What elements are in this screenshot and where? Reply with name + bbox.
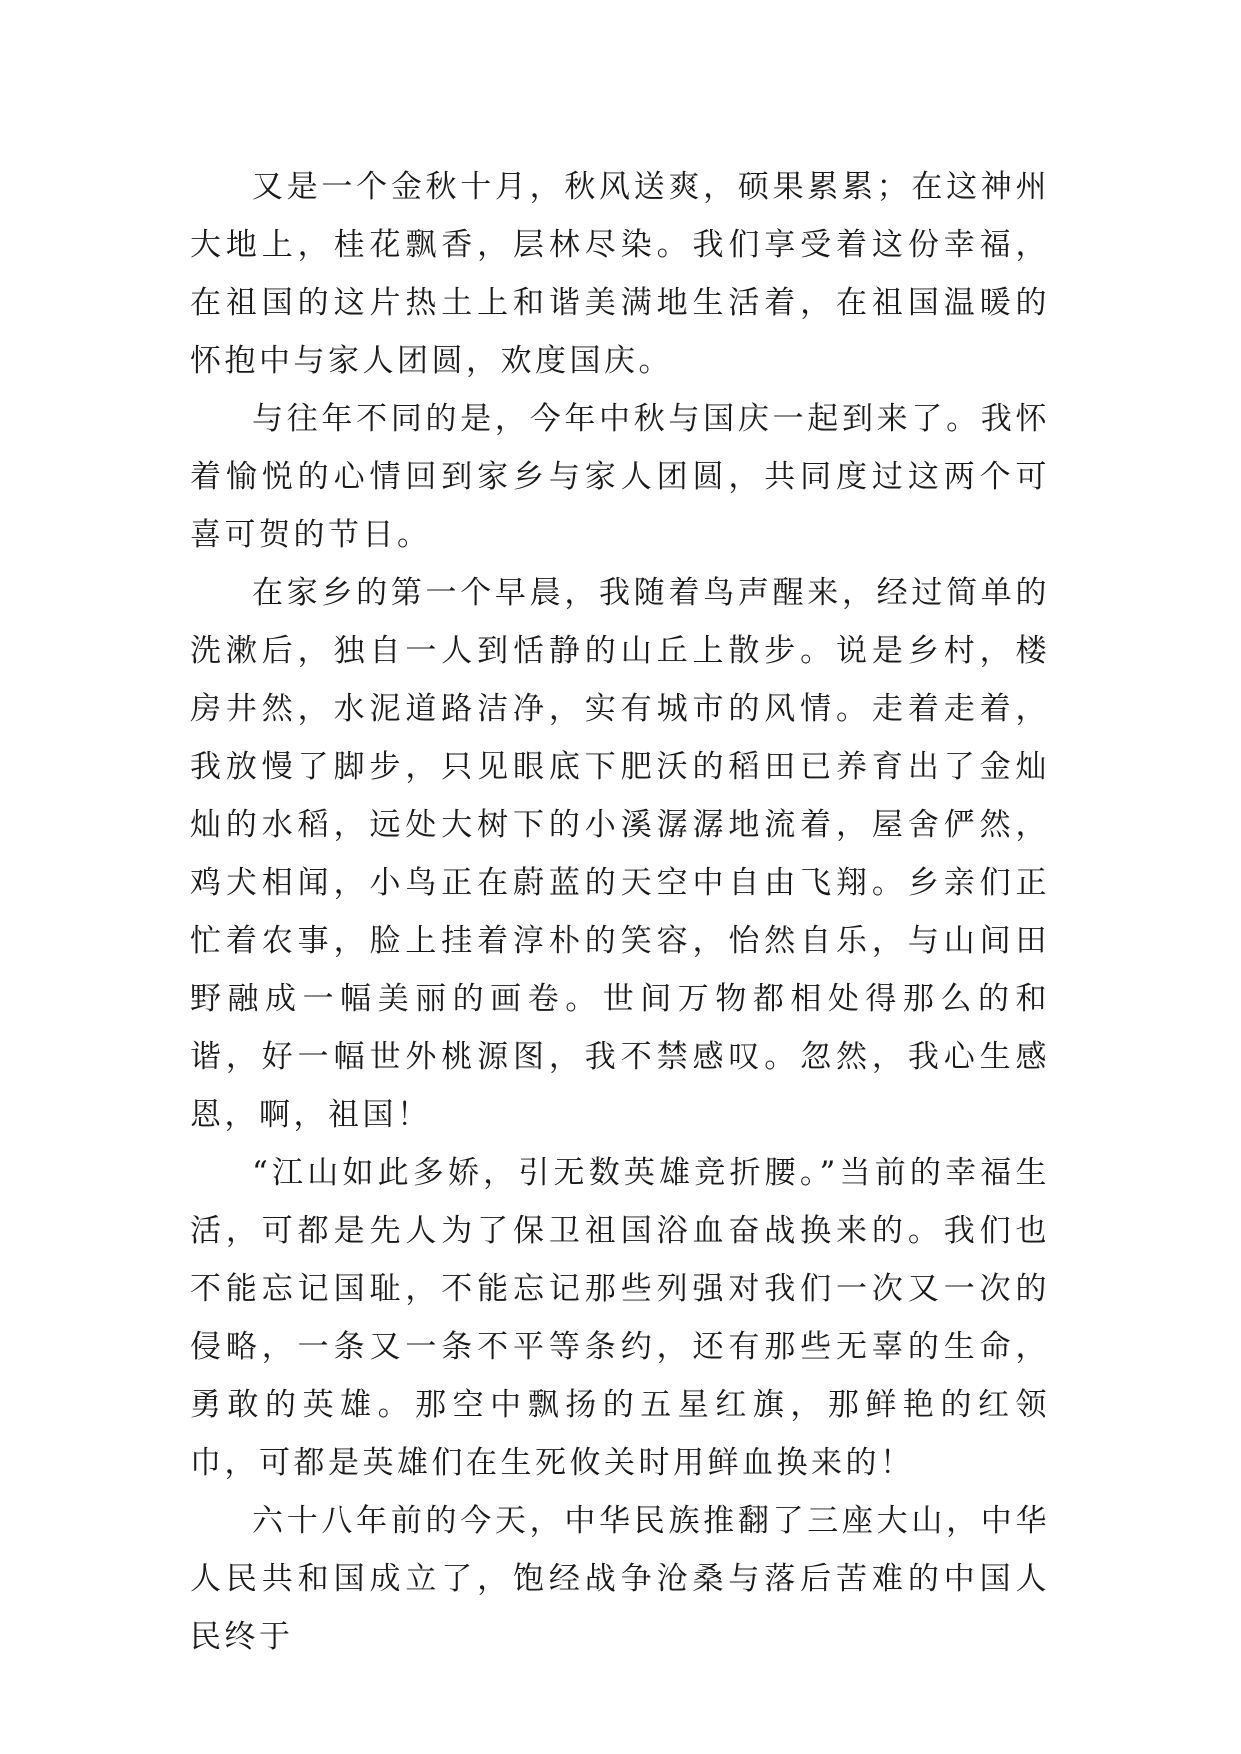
paragraph-4: “江山如此多娇，引无数英雄竞折腰。”当前的幸福生活，可都是先人为了保卫祖国浴血奋战换来的。我们也不能忘记国耻，不能忘记那些列强对我们一次又一次的侵略，一条又一条不平等条约，还有那些无辜的生命，勇敢的英雄。那空中飘扬的五星红旗，那鲜艳的红领巾，可都是英雄们在生死攸关时用鲜血换来的！ xyxy=(190,1155,1050,1481)
paragraph-3: 在家乡的第一个早晨，我随着鸟声醒来，经过简单的洗漱后，独自一人到恬静的山丘上散步。说是乡村，楼房井然，水泥道路洁净，实有城市的风情。走着走着，我放慢了脚步，只见眼底下肥沃的稻田已养育出了金灿灿的水稻，远处大树下的小溪潺潺地流着，屋舍俨然，鸡犬相闻，小鸟正在蔚蓝的天空中自由飞翔。乡亲们正忙着农事，脸上挂着淳朴的笑容，怡然自乐，与山间田野融成一幅美丽的画卷。世间万物都相处得那么的和谐，好一幅世外桃源图，我不禁感叹。忽然，我心生感恩，啊，祖国！ xyxy=(190,575,1050,1133)
paragraph-5: 六十八年前的今天，中华民族推翻了三座大山，中华人民共和国成立了，饱经战争沧桑与落后苦难的中国人民终于 xyxy=(190,1503,1050,1655)
body-text xyxy=(190,158,1050,1666)
paragraph-2: 与往年不同的是，今年中秋与国庆一起到来了。我怀着愉悦的心情回到家乡与家人团圆，共同度过这两个可喜可贺的节日。 xyxy=(190,401,1050,553)
paragraph-1: 又是一个金秋十月，秋风送爽，硕果累累；在这神州大地上，桂花飘香，层林尽染。我们享受着这份幸福，在祖国的这片热土上和谐美满地生活着，在祖国温暖的怀抱中与家人团圆，欢度国庆。 xyxy=(190,169,1050,379)
